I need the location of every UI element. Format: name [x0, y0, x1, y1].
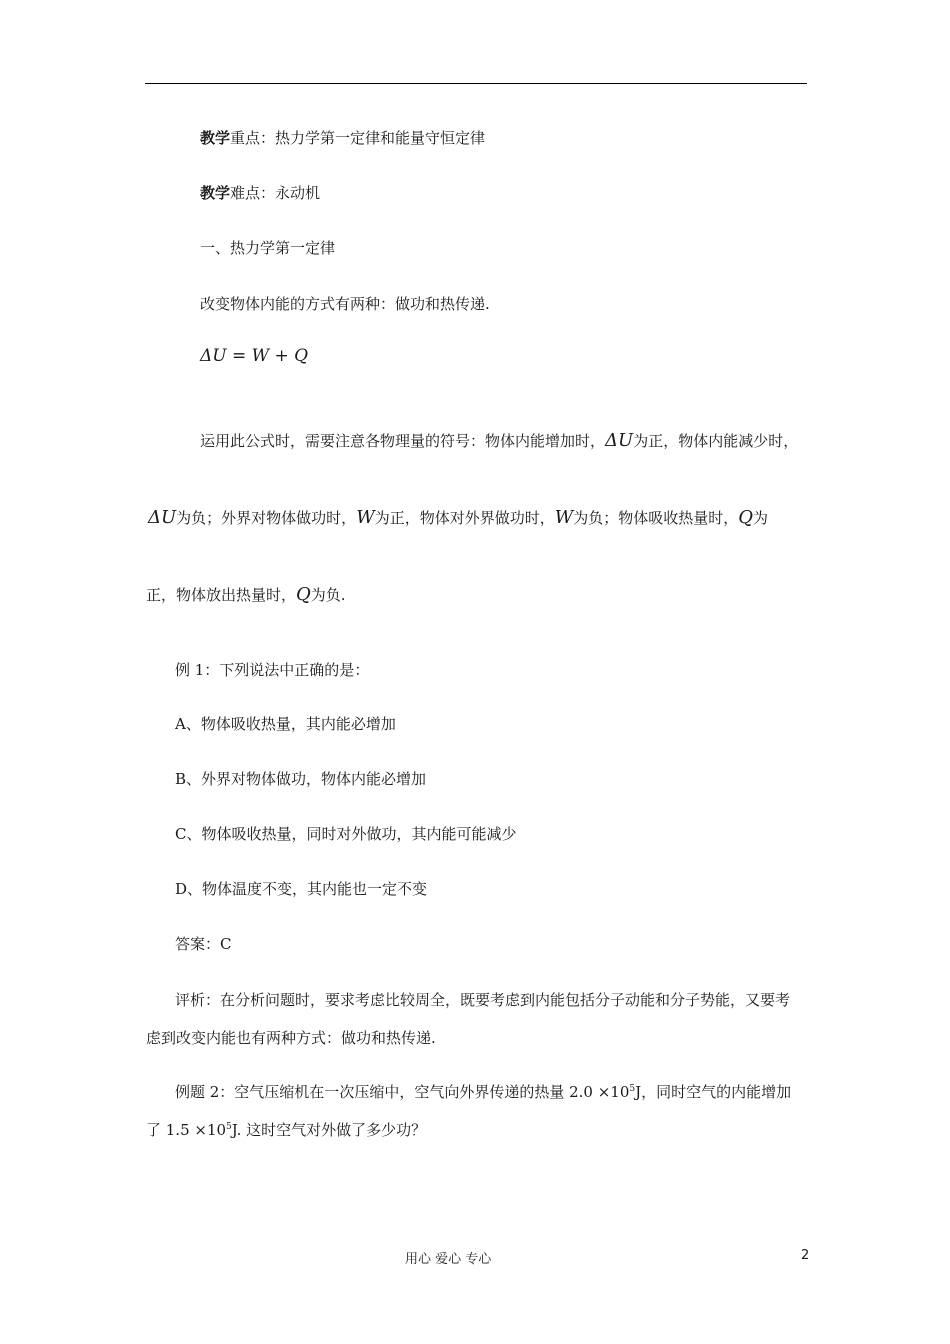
- example1-option-c: C、物体吸收热量，同时对外做功，其内能可能减少: [175, 825, 517, 843]
- sign-rule-text-d: 为正，物体对外界做功时，: [374, 509, 555, 527]
- sign-rule-line-1: [200, 431, 798, 451]
- sign-rule-text-c: 为负；外界对物体做功时，: [176, 509, 357, 527]
- example2-text-c: 了 1.5 ×10: [146, 1121, 227, 1139]
- exponent: 5: [226, 1122, 232, 1132]
- sign-rule-line-2: [148, 508, 768, 528]
- key-points-line: [200, 128, 485, 148]
- sign-rule-text-e: 为负；物体吸收热量时，: [573, 509, 739, 527]
- page-number: 2: [801, 1248, 810, 1263]
- difficulty-suffix: 难点：: [230, 184, 276, 202]
- sign-rule-text-f: 为: [753, 509, 769, 527]
- example1-analysis-1: 评析：在分析问题时，要求考虑比较周全，既要考虑到内能包括分子动能和分子势能，又要考: [175, 991, 791, 1009]
- example1-option-d: D、物体温度不变，其内能也一定不变: [175, 880, 428, 898]
- difficulty-text: 永动机: [275, 184, 321, 202]
- example2-line-2: [146, 1120, 426, 1140]
- w-symbol: W: [554, 507, 574, 528]
- section-intro: 改变物体内能的方式有两种：做功和热传递.: [200, 295, 490, 313]
- key-points-text: 热力学第一定律和能量守恒定律: [275, 129, 486, 147]
- example2-text-d: J. 这时空气对外做了多少功？: [231, 1121, 427, 1139]
- example2-text-b: J，同时空气的内能增加: [635, 1083, 792, 1101]
- w-symbol: W: [356, 507, 375, 528]
- example2-line-1: [175, 1082, 791, 1102]
- delta-u-symbol: ΔU: [148, 507, 177, 528]
- sign-rule-text-g: 正，物体放出热量时，: [146, 586, 297, 604]
- formula: ΔU = W + Q: [200, 346, 309, 366]
- sign-rule-text-b: 为正，物体内能减少时，: [633, 432, 799, 450]
- key-points-suffix: 重点：: [230, 129, 276, 147]
- q-symbol: Q: [738, 507, 754, 528]
- footer-motto: 用心 爱心 专心: [405, 1252, 492, 1267]
- sign-rule-text-a: 运用此公式时，需要注意各物理量的符号：物体内能增加时，: [200, 432, 606, 450]
- sign-rule-text-h: 为负.: [310, 586, 346, 604]
- difficulty-label: 教学: [200, 184, 231, 202]
- example1-analysis-2: 虑到改变内能也有两种方式：做功和热传递.: [146, 1029, 436, 1047]
- difficulty-line: [200, 183, 320, 203]
- exponent: 5: [629, 1084, 636, 1094]
- example1-question: 例 1：下列说法中正确的是：: [175, 661, 370, 679]
- sign-rule-line-3: [146, 585, 346, 605]
- example1-answer: 答案：C: [175, 935, 232, 953]
- key-points-label: 教学: [200, 129, 231, 147]
- section-title: 一、热力学第一定律: [200, 239, 336, 257]
- example2-text-a: 例题 2：空气压缩机在一次压缩中，空气向外界传递的热量 2.0 ×10: [175, 1083, 630, 1101]
- q-symbol: Q: [296, 584, 311, 605]
- delta-u-symbol: ΔU: [605, 430, 634, 451]
- example1-option-a: A、物体吸收热量，其内能必增加: [175, 715, 396, 733]
- header-rule: [145, 83, 807, 84]
- example1-option-b: B、外界对物体做功，物体内能必增加: [175, 770, 427, 788]
